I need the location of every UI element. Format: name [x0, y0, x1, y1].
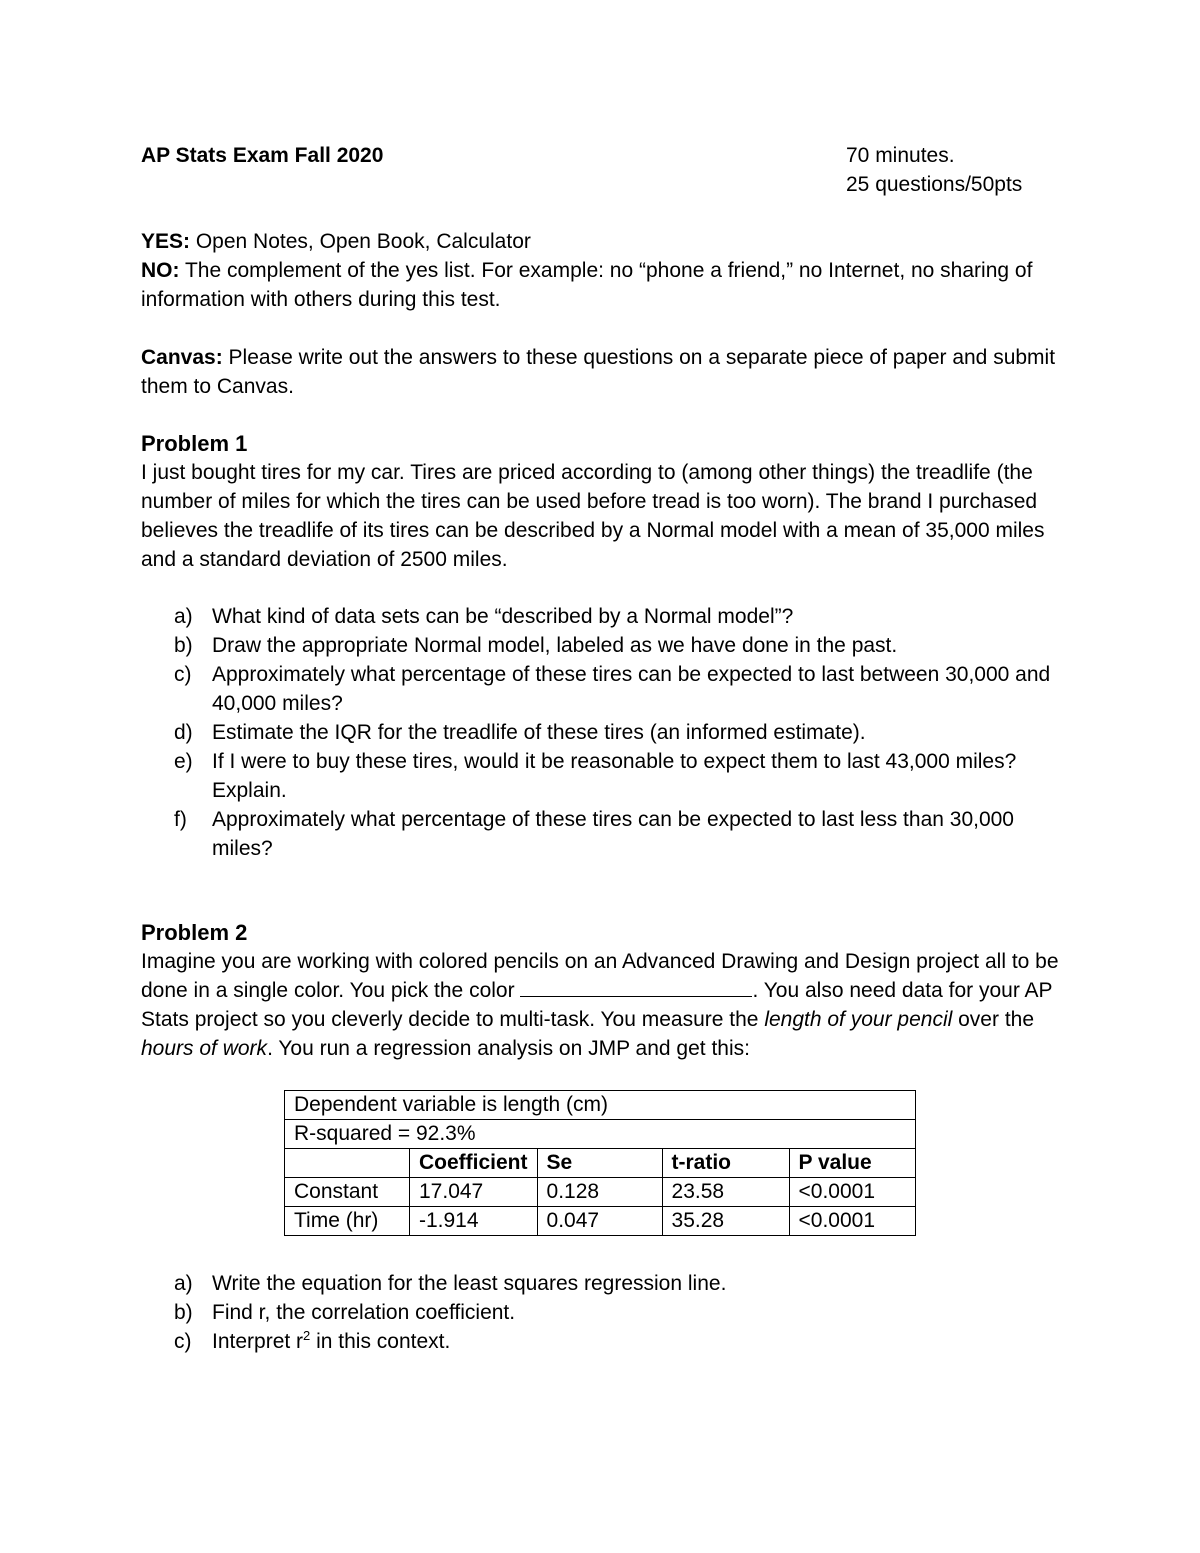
exam-question-count: 25 questions/50pts — [846, 173, 1023, 196]
rsquared-cell: R-squared = 92.3% — [285, 1120, 916, 1149]
rules-section — [141, 227, 1061, 314]
list-item: b) Draw the appropriate Normal model, labeled as we have done in the past. — [174, 634, 898, 657]
no-rule — [141, 256, 1061, 314]
problem1-intro: I just bought tires for my car. Tires are priced according to (among other things) the treadlife (the number of miles for which the tires can be used before tread is too worn). The brand I purchased believes the treadlife of its tires can be described by a Normal model with a mean of 35,000 miles and a standard deviation of 2500 miles. — [141, 461, 1045, 571]
problem2-heading: Problem 2 — [141, 920, 248, 945]
yes-text: Open Notes, Open Book, Calculator — [190, 230, 531, 253]
dependent-variable-cell: Dependent variable is length (cm) — [285, 1091, 916, 1120]
list-item: b) Find r, the correlation coefficient. — [174, 1301, 516, 1324]
table-row: Time (hr) -1.914 0.047 35.28 <0.0001 — [285, 1207, 916, 1236]
table-row — [285, 1091, 916, 1120]
exam-meta — [846, 141, 1022, 199]
list-item: d) Estimate the IQR for the treadlife of these tires (an informed estimate). — [174, 721, 866, 744]
list-item: a) Write the equation for the least squares regression line. — [174, 1272, 727, 1295]
problem2-questions — [141, 1269, 1061, 1356]
list-item: e) If I were to buy these tires, would it be reasonable to expect them to last 43,000 miles? Explain. — [174, 750, 1017, 802]
yes-label: YES: — [141, 230, 191, 253]
table-row: Constant 17.047 0.128 23.58 <0.0001 — [285, 1178, 916, 1207]
table-row — [285, 1120, 916, 1149]
list-item: f) Approximately what percentage of these tires can be expected to last less than 30,000 miles? — [174, 808, 1014, 860]
regression-table — [284, 1090, 916, 1236]
list-item: a) What kind of data sets can be “described by a Normal model”? — [174, 605, 794, 628]
exam-title: AP Stats Exam Fall 2020 — [141, 144, 384, 167]
list-item: c) Interpret $r^2$ in this context. — [174, 1328, 451, 1353]
canvas-text: Please write out the answers to these questions on a separate piece of paper and submit them to Canvas. — [141, 346, 1056, 398]
canvas-label: Canvas: — [141, 346, 223, 369]
no-label: NO: — [141, 259, 180, 282]
exam-time: 70 minutes. — [846, 144, 955, 167]
canvas-instructions — [141, 343, 1061, 401]
yes-rule — [141, 227, 1061, 256]
table-header-row: Coefficient Se t-ratio P value — [285, 1149, 916, 1178]
problem1-heading: Problem 1 — [141, 431, 248, 456]
problem2-intro: Imagine you are working with colored pencils on an Advanced Drawing and Design project all to be done in a single color. You pick the color . You also need data for your AP Stats project so you cleverly decide to multi-task. You measure the length of your pencil over the hours of work. You run a regression analysis on JMP and get this: — [141, 950, 1059, 1060]
list-item: c) Approximately what percentage of these tires can be expected to last between 30,000 and 40,000 miles? — [174, 663, 1051, 715]
color-blank — [520, 978, 752, 997]
no-text: The complement of the yes list. For example: no “phone a friend,” no Internet, no sharing of information with others during this test. — [141, 259, 1033, 311]
problem1-questions — [141, 602, 1061, 863]
